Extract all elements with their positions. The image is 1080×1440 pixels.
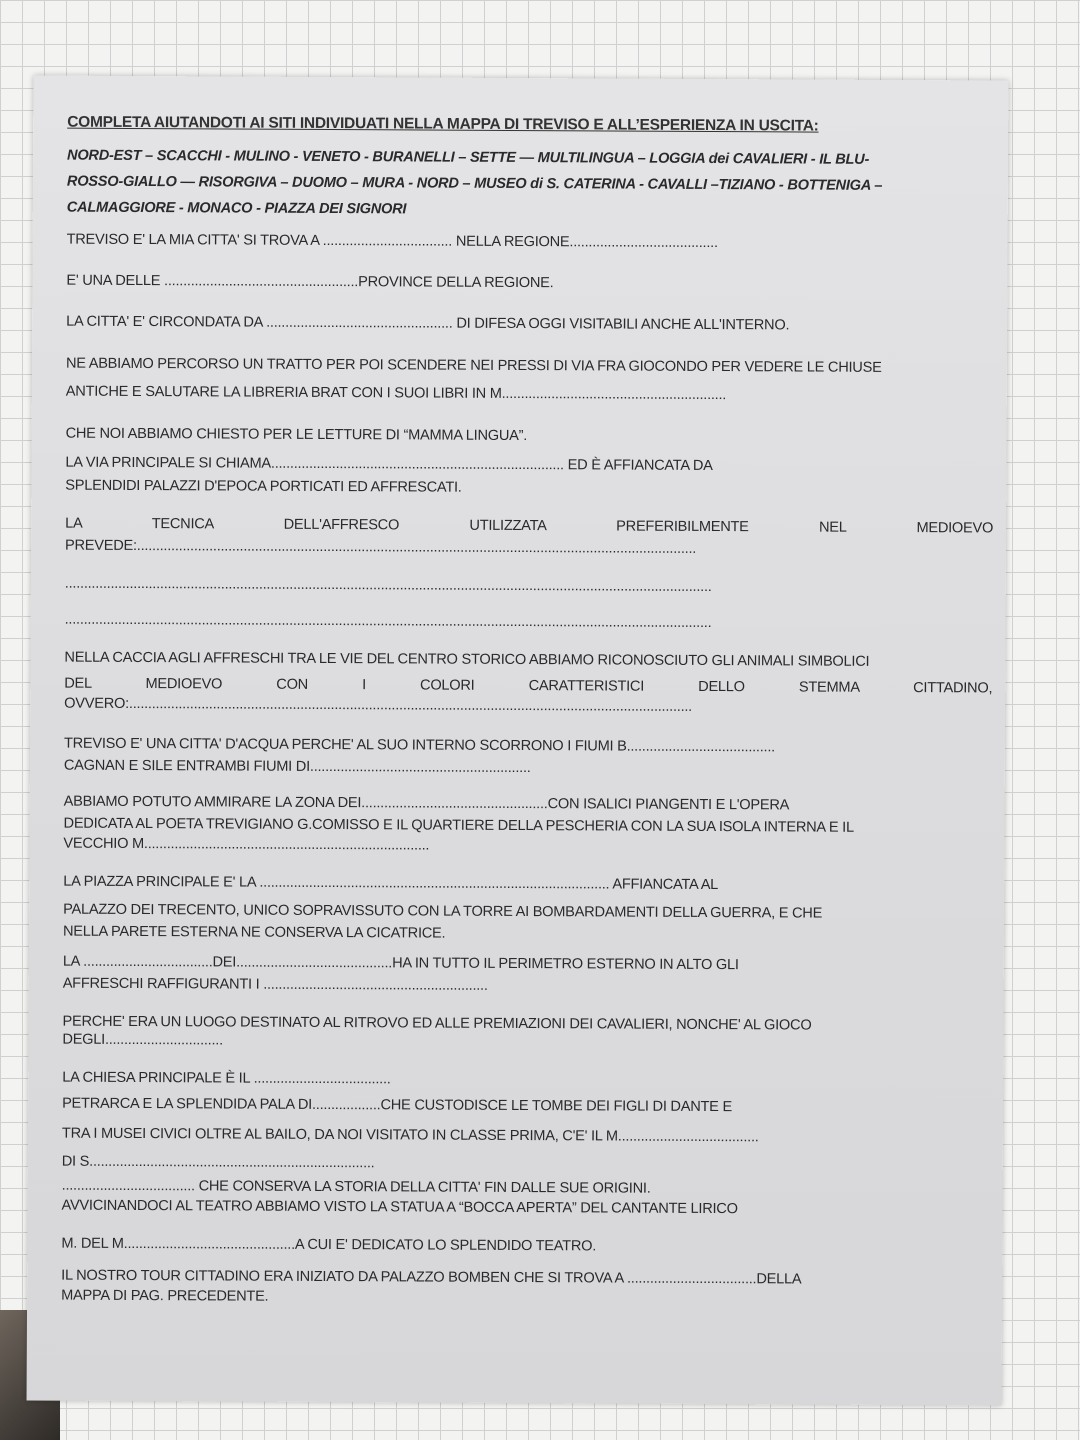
exercise-line: NELLA PARETE ESTERNA NE CONSERVA LA CICATRICE. (62, 923, 446, 942)
exercise-line: SPLENDIDI PALAZZI D'EPOCA PORTICATI ED AFFRESCATI. (65, 477, 462, 496)
exercise-line: LA VIA PRINCIPALE SI CHIAMA............................................................................. ED È AFFIANCATA DA (65, 454, 713, 475)
exercise-line: AFFRESCHI RAFFIGURANTI I ........................................................... (62, 975, 488, 994)
answer-dotted-line: .......................................................................................................................................................................... (64, 611, 712, 632)
exercise-line: LA TECNICA DELL'AFFRESCO UTILIZZATA PREFERIBILMENTE NEL MEDIOEVO (65, 515, 994, 537)
exercise-line: CAGNAN E SILE ENTRAMBI FIUMI DI.......................................................... (63, 757, 531, 777)
exercise-line: TRA I MUSEI CIVICI OLTRE AL BAILO, DA NOI VISITATO IN CLASSE PRIMA, C'E' IL M..................................... (61, 1125, 759, 1146)
exercise-line: PETRARCA E LA SPLENDIDA PALA DI..................CHE CUSTODISCE LE TOMBE DEI FIGLI DI DANTE E (62, 1095, 733, 1116)
exercise-line: E' UNA DELLE ...................................................PROVINCE DELLA REGIONE. (66, 272, 554, 292)
word-bank-line: CALMAGGIORE - MONACO - PIAZZA DEI SIGNORI (66, 199, 407, 218)
worksheet-title: COMPLETA AIUTANDOTI AI SITI INDIVIDUATI NELLA MAPPA DI TREVISO E ALL’ESPERIENZA IN USCITA: (67, 113, 819, 135)
exercise-line: VECCHIO M........................................................................... (63, 835, 430, 854)
exercise-line: NE ABBIAMO PERCORSO UN TRATTO PER POI SCENDERE NEI PRESSI DI VIA FRA GIOCONDO PER VEDERE LE CHIUSE (65, 355, 882, 376)
exercise-line: MAPPA DI PAG. PRECEDENTE. (61, 1287, 269, 1305)
exercise-line: PERCHE' ERA UN LUOGO DESTINATO AL RITROVO ED ALLE PREMIAZIONI DEI CAVALIERI, NONCHE' AL GIOCO (62, 1013, 812, 1034)
answer-dotted-line: .......................................................................................................................................................................... (64, 575, 712, 596)
exercise-line: PALAZZO DEI TRECENTO, UNICO SOPRAVISSUTO CON LA TORRE AI BOMBARDAMENTI DELLA GUERRA, E CHE (63, 901, 823, 922)
worksheet (27, 75, 1009, 1405)
word-bank-line: ROSSO-GIALLO — RISORGIVA – DUOMO – MURA - NORD – MUSEO di S. CATERINA - CAVALLI –TIZIANO - BOTTENIGA – (66, 173, 883, 194)
exercise-line: DI S........................................................................... (61, 1153, 375, 1172)
exercise-line: DEDICATA AL POETA TREVIGIANO G.COMISSO E IL QUARTIERE DELLA PESCHERIA CON LA SUA ISOLA INTERNA E IL (63, 815, 854, 836)
exercise-line: CHE NOI ABBIAMO CHIESTO PER LE LETTURE DI “MAMMA LINGUA”. (65, 425, 528, 445)
exercise-line: ABBIAMO POTUTO AMMIRARE LA ZONA DEI.................................................CON ISALICI PIANGENTI E L'OPERA (63, 793, 790, 814)
exercise-line: AVVICINANDOCI AL TEATRO ABBIAMO VISTO LA STATUA A “BOCCA APERTA” DEL CANTANTE LIRICO (61, 1197, 738, 1218)
word-bank-line: NORD-EST – SCACCHI - MULINO - VENETO - BURANELLI – SETTE — MULTILINGUA – LOGGIA dei CAVALIERI - IL BLU- (67, 147, 870, 168)
exercise-line: DEL MEDIOEVO CON I COLORI CARATTERISTICI DELLO STEMMA CITTADINO, (64, 675, 993, 697)
exercise-line: LA CHIESA PRINCIPALE È IL .................................... (62, 1069, 391, 1088)
exercise-line: IL NOSTRO TOUR CITTADINO ERA INIZIATO DA PALAZZO BOMBEN CHE SI TROVA A ..................................DELLA (61, 1267, 802, 1288)
exercise-line: ANTICHE E SALUTARE LA LIBRERIA BRAT CON I SUOI LIBRI IN M........................................................... (65, 383, 727, 404)
exercise-line: LA PIAZZA PRINCIPALE E' LA ............................................................................................ AFFIANCATA AL (63, 873, 719, 894)
exercise-line: LA ..................................DEI.........................................HA IN TUTTO IL PERIMETRO ESTERNO IN ALTO GLI (62, 953, 739, 974)
exercise-line: TREVISO E' UNA CITTA' D'ACQUA PERCHE' AL SUO INTERNO SCORRONO I FIUMI B....................................... (63, 735, 776, 756)
exercise-line: NELLA CACCIA AGLI AFFRESCHI TRA LE VIE DEL CENTRO STORICO ABBIAMO RICONOSCIUTO GLI ANIMALI SIMBOLICI (64, 649, 870, 670)
exercise-line: OVVERO:.................................................................................................................................................... (64, 695, 693, 715)
exercise-line: PREVEDE:................................................................................................................................................... (64, 537, 697, 557)
exercise-line: ................................... CHE CONSERVA LA STORIA DELLA CITTA' FIN DALLE SUE ORIGINI. (61, 1177, 651, 1197)
exercise-line: TREVISO E' LA MIA CITTA' SI TROVA A .................................. NELLA REGIONE....................................... (66, 231, 718, 252)
exercise-line: LA CITTA' E' CIRCONDATA DA ................................................. DI DIFESA OGGI VISITABILI ANCHE ALL'INTERNO. (66, 313, 790, 334)
exercise-line: DEGLI............................... (62, 1031, 223, 1049)
exercise-line: M. DEL M.............................................A CUI E' DEDICATO LO SPLENDIDO TEATRO. (61, 1235, 597, 1255)
